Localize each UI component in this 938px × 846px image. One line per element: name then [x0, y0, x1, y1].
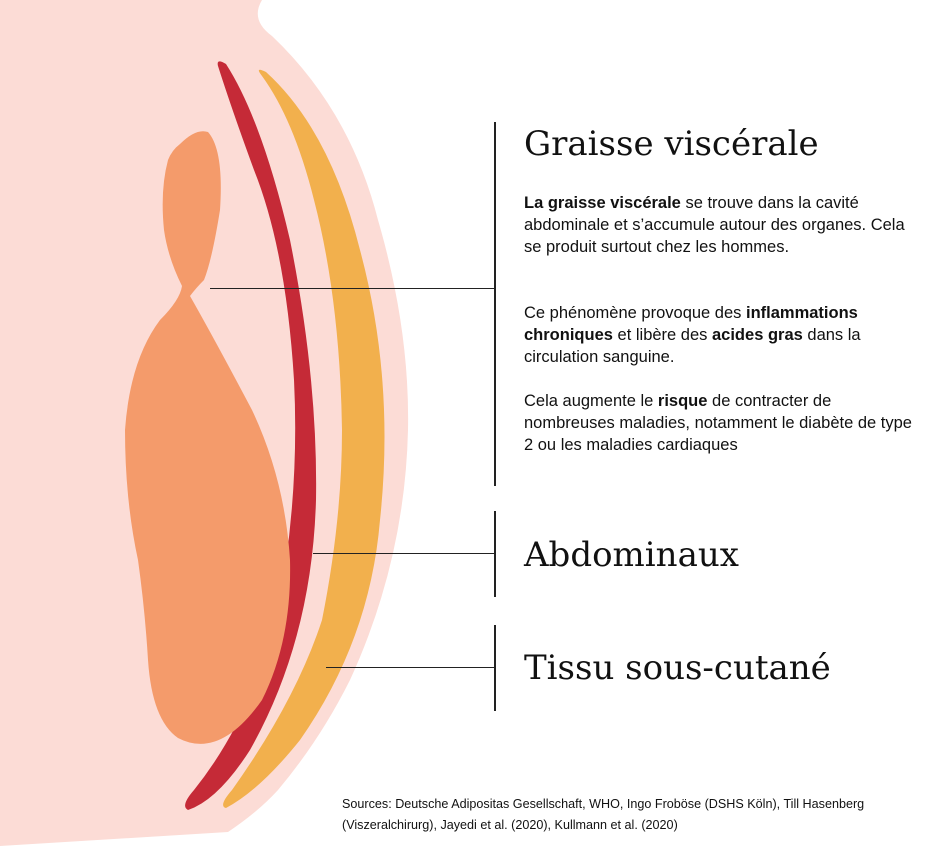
pointer-line-abdominals	[313, 553, 495, 554]
bold-phrase: inflammations chroniques	[524, 304, 858, 344]
text-run: Ce phénomène provoque des	[524, 304, 746, 322]
text-run: dans la circulation sanguine.	[524, 326, 861, 366]
heading-subcutaneous-tissue: Tissu sous-cutané	[524, 648, 831, 688]
pointer-line-visceral	[210, 288, 495, 289]
sources-footnote: Sources: Deutsche Adipositas Gesellschaft, WHO, Ingo Froböse (DSHS Köln), Till Hasenberg (Viszeralchirurg), Jayedi et al. (2020), Kullmann et al. (2020)	[342, 797, 865, 832]
heading-visceral-fat: Graisse viscérale	[524, 124, 819, 164]
text-run: de contracter de nombreuses maladies, notamment le diabète de type 2 ou les maladies cardiaques	[524, 392, 912, 454]
text-run: et libère des	[612, 326, 712, 344]
visceral-paragraph-location	[524, 192, 914, 258]
heading-abdominals: Abdominaux	[524, 535, 739, 575]
bold-phrase: risque	[657, 392, 708, 410]
visceral-paragraph-risk	[524, 390, 914, 456]
pointer-line-subcutaneous	[326, 667, 495, 668]
bold-phrase: La graisse viscérale	[524, 194, 681, 212]
text-run: se trouve dans la cavité abdominale et s’accumule autour des organes. Cela se produit surtout chez les hommes.	[524, 194, 905, 256]
visceral-paragraph-inflammation	[524, 302, 914, 368]
text-run: Cela augmente le	[524, 392, 658, 410]
bold-phrase: acides gras	[712, 326, 803, 344]
bracket-line-visceral	[494, 122, 496, 486]
